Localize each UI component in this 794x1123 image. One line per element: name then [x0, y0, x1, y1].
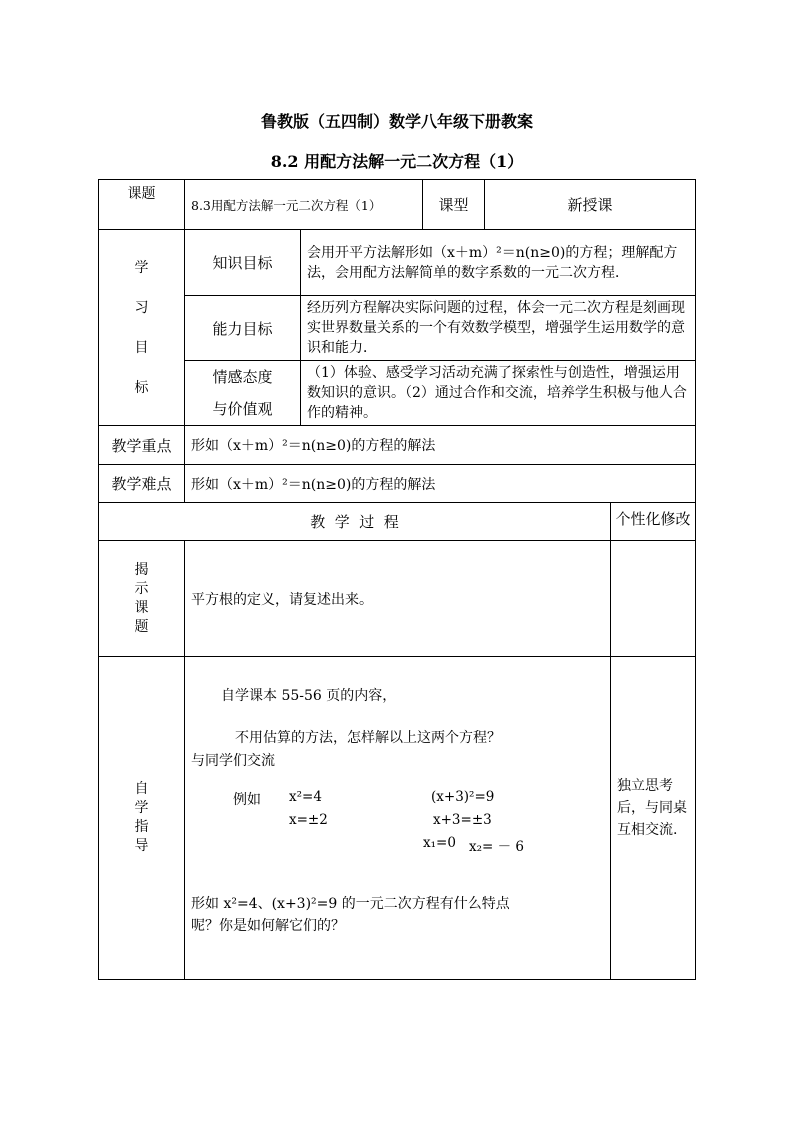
document-title: 鲁教版（五四制）数学八年级下册教案: [260, 112, 533, 131]
equation-2-solution-1: x₁=0: [423, 835, 456, 851]
objective-row-ability: [99, 296, 696, 361]
type-value: 新授课: [485, 180, 696, 230]
equation-1: x²=4: [289, 789, 322, 805]
reveal-text: 平方根的定义，请复述出来。: [185, 541, 611, 657]
key-point-label: 教学重点: [99, 426, 185, 465]
difficulty-row: [99, 465, 696, 503]
question-line2: 呢？你是如何解它们的？: [191, 918, 345, 934]
self-study-label-char: 自: [134, 781, 149, 797]
objectives-label: [99, 230, 185, 426]
topic-value: 8.3用配方法解一元二次方程（1）: [185, 180, 423, 230]
emotion-goal-label-line2: 与价值观: [212, 400, 273, 418]
key-point-row: [99, 426, 696, 465]
self-study-label: [99, 657, 185, 980]
self-study-line3: 与同学们交流: [191, 753, 275, 769]
emotion-goal-label: [185, 361, 301, 426]
key-point-text: 形如（x＋m）²＝n(n≥0)的方程的解法: [185, 426, 696, 465]
type-label: 课型: [423, 180, 485, 230]
self-study-label-char: 指: [134, 819, 149, 835]
reveal-label-char: 揭: [134, 561, 149, 578]
objectives-label-char: 学: [134, 259, 149, 276]
self-study-line2: 不用估算的方法，怎样解以上这两个方程？: [235, 730, 501, 746]
emotion-goal-label-line1: 情感态度: [212, 368, 273, 386]
knowledge-goal-label: 知识目标: [185, 230, 301, 296]
difficulty-text: 形如（x＋m）²＝n(n≥0)的方程的解法: [185, 465, 696, 503]
self-study-label-char: 导: [134, 838, 149, 854]
reveal-personal-cell: [611, 541, 696, 657]
objectives-label-char: 标: [134, 379, 149, 396]
reveal-row: [99, 541, 696, 657]
self-study-label-char: 学: [134, 800, 149, 816]
equation-2: (x+3)²=9: [431, 789, 495, 805]
reveal-label: [99, 541, 185, 657]
equation-2-step: x+3=±3: [433, 812, 492, 828]
ability-goal-text: 经历列方程解决实际问题的过程，体会一元二次方程是刻画现实世界数量关系的一个有效数学模型，增强学生运用数学的意识和能力．: [301, 296, 696, 361]
topic-label: 课题: [99, 180, 185, 230]
objective-row-emotion: [99, 361, 696, 426]
header-row: [99, 180, 696, 230]
self-study-content: [185, 657, 611, 980]
reveal-label-char: 题: [134, 618, 149, 635]
emotion-goal-text: （1）体验、感受学习活动充满了探索性与创造性，增强运用数知识的意识。（2）通过合作和交流，培养学生积极与他人合作的精神。: [301, 361, 696, 426]
equation-2-solution-2: x₂= － 6: [469, 839, 525, 855]
self-study-note: 独立思考后，与同桌互相交流.: [611, 657, 696, 980]
example-label: 例如: [233, 792, 261, 808]
equation-1-solution: x=±2: [289, 812, 328, 828]
reveal-label-char: 示: [134, 580, 149, 597]
reveal-label-char: 课: [134, 599, 149, 616]
question-line1: 形如 x²=4、(x+3)²=9 的一元二次方程有什么特点: [191, 896, 510, 912]
personal-edit-header: 个性化修改: [611, 503, 696, 541]
ability-goal-label: 能力目标: [185, 296, 301, 361]
knowledge-goal-text: 会用开平方法解形如（x＋m）²＝n(n≥0)的方程；理解配方法，会用配方法解简单的数字系数的一元二次方程．: [301, 230, 696, 296]
difficulty-label: 教学难点: [99, 465, 185, 503]
process-header-row: [99, 503, 696, 541]
self-study-line1: 自学课本 55-56 页的内容，: [221, 688, 397, 704]
objective-row-knowledge: [99, 230, 696, 296]
process-header: 教 学 过 程: [99, 503, 611, 541]
objectives-label-char: 目: [134, 339, 149, 356]
objectives-label-char: 习: [134, 299, 149, 316]
lesson-subtitle: 8.2 用配方法解一元二次方程（1）: [270, 152, 524, 171]
self-study-row: [99, 657, 696, 980]
lesson-plan-table: [98, 179, 696, 980]
